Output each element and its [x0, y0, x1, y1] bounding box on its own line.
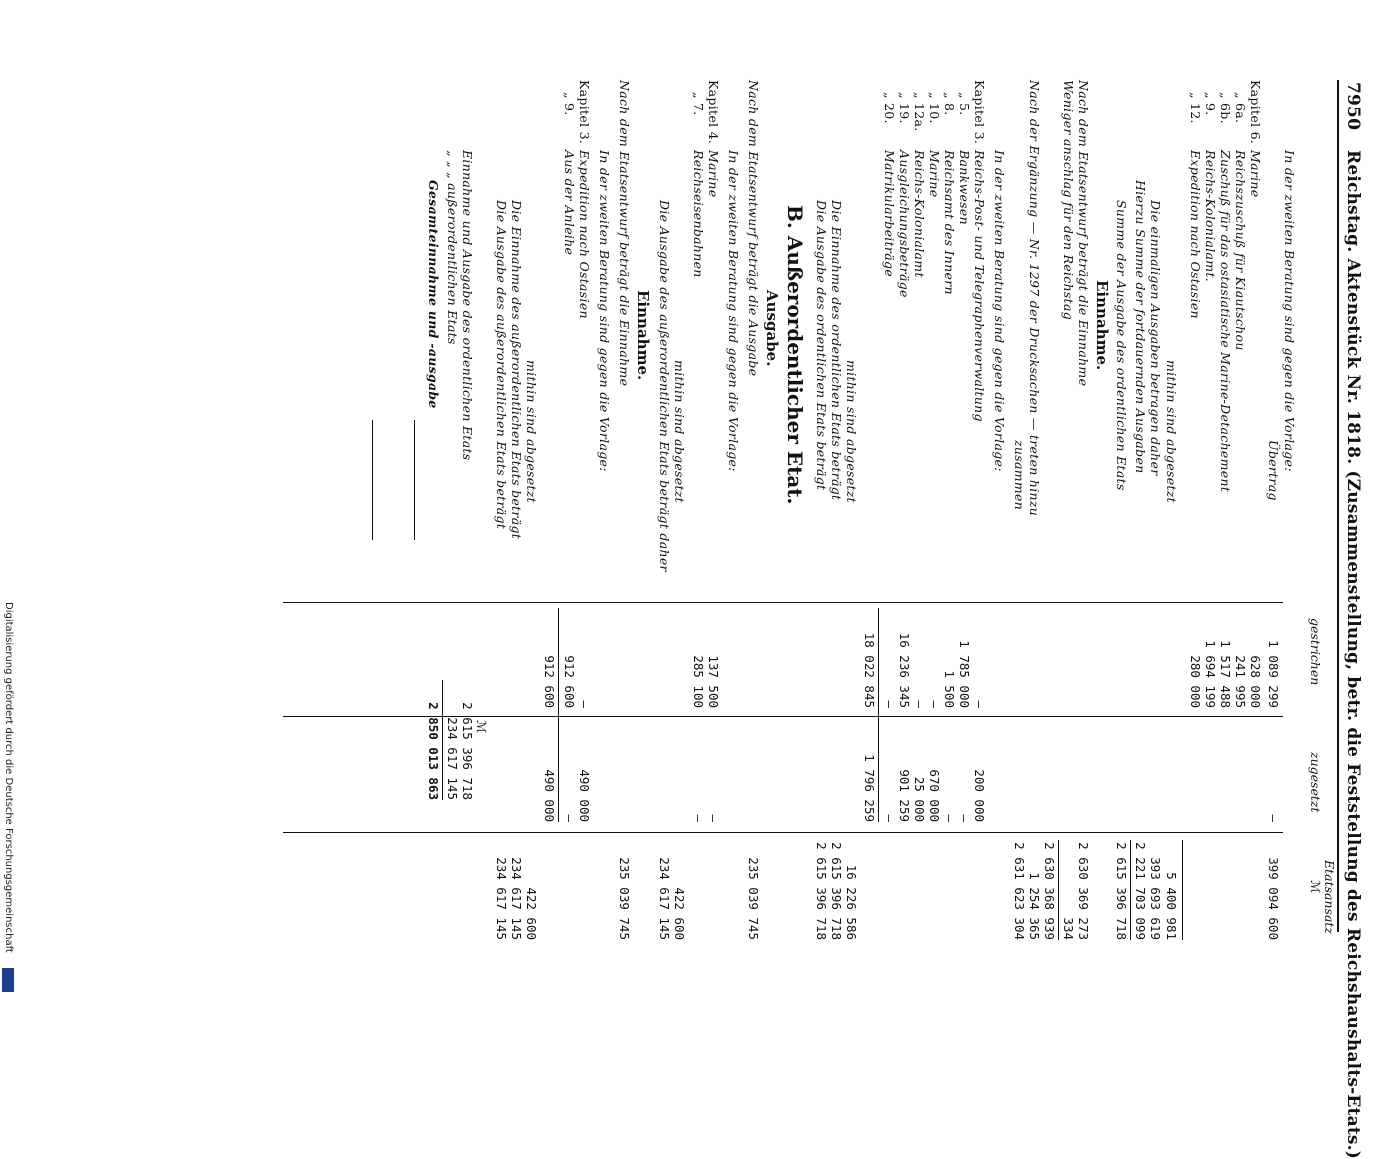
row-kap: „ 5.: [957, 92, 972, 116]
digitization-credit: [2, 602, 14, 994]
row-kap: „ 10.: [927, 92, 942, 124]
page-title: Reichstag. Aktenstück Nr. 1818. (Zusammenstellung, betr. die Feststellung des Reichshaushalts-Etats.): [1343, 150, 1363, 1159]
etatsentwurf-value: 235 039 745: [746, 857, 761, 940]
uebertrag-label: Übertrag: [1266, 440, 1281, 501]
intro-text: In der zweiten Beratung sind gegen die Vorlage:: [597, 150, 612, 472]
sum-zugesetzt: 1 796 259: [862, 754, 877, 822]
row-kap: „ 12a.: [912, 92, 927, 132]
end-rule: [414, 420, 415, 540]
row-label: Matrikularbeiträge: [882, 150, 897, 277]
row-kap: „ 7.: [691, 92, 706, 116]
fortdauernd-label: Hierzu Summe der fortdauernden Ausgaben: [1133, 180, 1148, 474]
sum-zugesetzt: 490 000: [542, 769, 557, 822]
row-label: Ausgleichungsbeträge: [897, 150, 912, 298]
row-kap: „ 20.: [882, 92, 897, 124]
weniger-value: 334: [1061, 917, 1076, 940]
ausgabe-betraegt-label: Die Ausgabe des ordentlichen Etats beträgt: [814, 200, 829, 491]
ausgabe-betraegt-label: Die Ausgabe des außerordentlichen Etats beträgt: [494, 200, 509, 530]
row-gestrichen: 912 600: [562, 655, 577, 708]
einnahme-betraegt-value: 2 615 396 718: [829, 842, 844, 940]
col-head-etatsansatz: Etatsansatz: [1322, 860, 1337, 935]
mithin-label: mithin sind abgesetzt: [1164, 360, 1179, 503]
row-label: Aus der Anleihe: [562, 150, 577, 256]
uebertrag-gestrichen: 1 089 299: [1266, 640, 1281, 708]
zwischen-value: 2 630 368 939: [1042, 842, 1057, 940]
row-zugesetzt: 670 000: [927, 769, 942, 822]
sum-rule: [558, 608, 559, 822]
row-gestrichen: 16 236 345: [897, 632, 912, 708]
etatsentwurf-value: 2 630 369 273: [1076, 842, 1091, 940]
etatsentwurf-label: Nach dem Etatsentwurf beträgt die Ausgabe: [746, 80, 761, 377]
row-zugesetzt: —: [691, 814, 706, 822]
col-head-zugesetzt: zugesetzt: [1308, 752, 1323, 813]
row-kap: Kapitel 3.: [972, 80, 987, 145]
row-zugesetzt: —: [957, 814, 972, 822]
einnahme-entwurf-value: 235 039 745: [617, 857, 632, 940]
row-kap: „ 9.: [562, 92, 577, 116]
ergaenzung-label: Nach der Ergänzung — Nr. 1297 der Drucksachen — treten hinzu: [1027, 80, 1042, 517]
row-gestrichen: —: [972, 700, 987, 708]
row-gestrichen: —: [882, 700, 897, 708]
row-label: Expedition nach Ostasien: [577, 150, 592, 319]
mithin-value: 422 600: [524, 887, 539, 940]
row-gestrichen: 1 694 199: [1203, 640, 1218, 708]
row-label: Reichs-Kolonialamt.: [1203, 150, 1218, 283]
intro-text: In der zweiten Beratung sind gegen die Vorlage:: [726, 150, 741, 472]
zusammen-value: 2 631 623 304: [1012, 842, 1027, 940]
total-line1-value: 2 615 396 718: [460, 702, 475, 800]
ergaenzung-value: 1 254 365: [1027, 872, 1042, 940]
page-number: 7950: [1343, 82, 1363, 131]
mithin-value: 5 400 981: [1164, 872, 1179, 940]
row-gestrichen: 1 517 488: [1218, 640, 1233, 708]
dfg-logo-icon: [2, 968, 14, 992]
ausgabe-daher-value: 234 617 145: [657, 857, 672, 940]
row-zugesetzt: —: [706, 814, 721, 822]
row-label: Marine: [1248, 150, 1263, 198]
sum-rule: [878, 608, 879, 822]
row-label: Reichszuschuß für Kiautschou: [1233, 150, 1248, 351]
row-zugesetzt: 200 000: [972, 769, 987, 822]
col-rule-3: [283, 832, 1283, 833]
row-gestrichen: 241 995: [1233, 655, 1248, 708]
row-kap: Kapitel 6.: [1248, 80, 1263, 145]
row-zugesetzt: 901 259: [897, 769, 912, 822]
row-kap: „ 6a.: [1233, 92, 1248, 124]
row-label: Marine: [927, 150, 942, 198]
row-zugesetzt: —: [882, 814, 897, 822]
intro-text: In der zweiten Beratung sind gegen die Vorlage:: [1282, 150, 1297, 472]
row-label: Reichs-Kolonialamt: [912, 150, 927, 278]
einnahme-entwurf-label: Nach dem Etatsentwurf beträgt die Einnahme: [617, 80, 632, 387]
row-kap: Kapitel 4.: [706, 80, 721, 145]
col-rule-1: [283, 602, 1283, 603]
summe-label: Summe der Ausgabe des ordentlichen Etats: [1114, 200, 1129, 491]
row-kap: „ 8.: [942, 92, 957, 116]
total-line3-label: Gesamteinnahme und -ausgabe: [426, 180, 441, 409]
row-gestrichen: 285 100: [691, 655, 706, 708]
row-gestrichen: —: [927, 700, 942, 708]
row-label: Marine: [706, 150, 721, 198]
einnahme-betraegt-label: Die Einnahme des außerordentlichen Etats beträgt: [509, 200, 524, 540]
einnahme-heading: Einnahme.: [1093, 280, 1111, 371]
row-zugesetzt: —: [562, 814, 577, 822]
credit-text: Digitalisierung gefördert durch die Deutsche Forschungsgemeinschaft: [3, 602, 14, 953]
row-label: Reichseisenbahnen: [691, 150, 706, 278]
total-line2-value: 234 617 145: [445, 717, 460, 800]
row-zugesetzt: 25 000: [912, 776, 927, 822]
etatsentwurf-label: Nach dem Etatsentwurf beträgt die Einnahme: [1076, 80, 1091, 387]
row-gestrichen: 137 500: [706, 655, 721, 708]
row-kap: Kapitel 3.: [577, 80, 592, 145]
row-gestrichen: 628 000: [1248, 655, 1263, 708]
row-label: Reichs-Post- und Telegraphenverwaltung: [972, 150, 987, 422]
row-kap: „ 19.: [897, 92, 912, 124]
col-head-gestrichen: gestrichen: [1308, 618, 1323, 686]
total-line3-value: 2 850 013 863: [426, 702, 441, 800]
row-zugesetzt: 490 000: [577, 769, 592, 822]
ausgabe-heading: Ausgabe.: [763, 290, 781, 367]
mark-sign: ℳ: [474, 720, 489, 734]
sum-rule: [442, 680, 443, 800]
einmalig-value: 393 693 619: [1148, 857, 1163, 940]
row-label: Bankwesen: [957, 150, 972, 225]
mithin-value: 422 600: [672, 887, 687, 940]
uebertrag-zugesetzt: —: [1266, 814, 1281, 822]
mark-sign: ℳ: [1308, 880, 1323, 894]
ausgabe-betraegt-value: 234 617 145: [494, 857, 509, 940]
sum-rule: [1130, 840, 1131, 940]
row-label: Reichsamt des Innern: [942, 150, 957, 295]
einnahme-betraegt-value: 234 617 145: [509, 857, 524, 940]
mithin-label: mithin sind abgesetzt: [844, 360, 859, 503]
row-gestrichen: 280 000: [1188, 655, 1203, 708]
row-gestrichen: 1 785 000: [957, 640, 972, 708]
row-gestrichen: 1 500: [942, 670, 957, 708]
einnahme-heading: Einnahme.: [634, 290, 652, 381]
sum-gestrichen: 912 600: [542, 655, 557, 708]
end-rule: [372, 420, 373, 540]
row-kap: „ 6b.: [1218, 92, 1233, 124]
sum-gestrichen: 18 022 845: [862, 632, 877, 708]
summe-value: 2 615 396 718: [1114, 842, 1129, 940]
mithin-label: mithin sind abgesetzt: [524, 360, 539, 503]
sum-rule: [1182, 840, 1183, 940]
row-kap: „ 9.: [1203, 92, 1218, 116]
row-zugesetzt: —: [942, 814, 957, 822]
mithin-label: mithin sind abgesetzt: [672, 360, 687, 503]
intro-text: In der zweiten Beratung sind gegen die Vorlage:: [992, 150, 1007, 472]
sum-rule: [1058, 840, 1059, 940]
row-kap: „ 12.: [1188, 92, 1203, 124]
ausgabe-daher-label: Die Ausgabe des außerordentlichen Etats beträgt daher: [657, 200, 672, 572]
row-gestrichen: —: [912, 700, 927, 708]
ausgabe-betraegt-value: 2 615 396 718: [814, 842, 829, 940]
row-label: Zuschuß für das ostasiatische Marine-Detachement: [1218, 150, 1233, 493]
total-line1-label: Einnahme und Ausgabe des ordentlichen Etats: [460, 150, 475, 461]
header-rule: [1337, 80, 1339, 932]
einmalig-label: Die einmaligen Ausgaben betragen daher: [1148, 200, 1163, 476]
uebertrag-ansatz: 399 094 600: [1266, 857, 1281, 940]
row-gestrichen: —: [577, 700, 592, 708]
mithin-value: 16 226 586: [844, 864, 859, 940]
einnahme-betraegt-label: Die Einnahme des ordentlichen Etats beträgt: [829, 200, 844, 501]
total-line2-label: „ „ „ außerordentlichen Etats: [445, 150, 460, 345]
fortdauernd-value: 2 221 703 099: [1133, 842, 1148, 940]
zusammen-label: zusammen: [1012, 440, 1027, 511]
row-label: Expedition nach Ostasien: [1188, 150, 1203, 319]
weniger-label: Weniger anschlag für den Reichstag: [1061, 80, 1076, 321]
section-title: B. Außerordentlicher Etat.: [783, 205, 807, 505]
